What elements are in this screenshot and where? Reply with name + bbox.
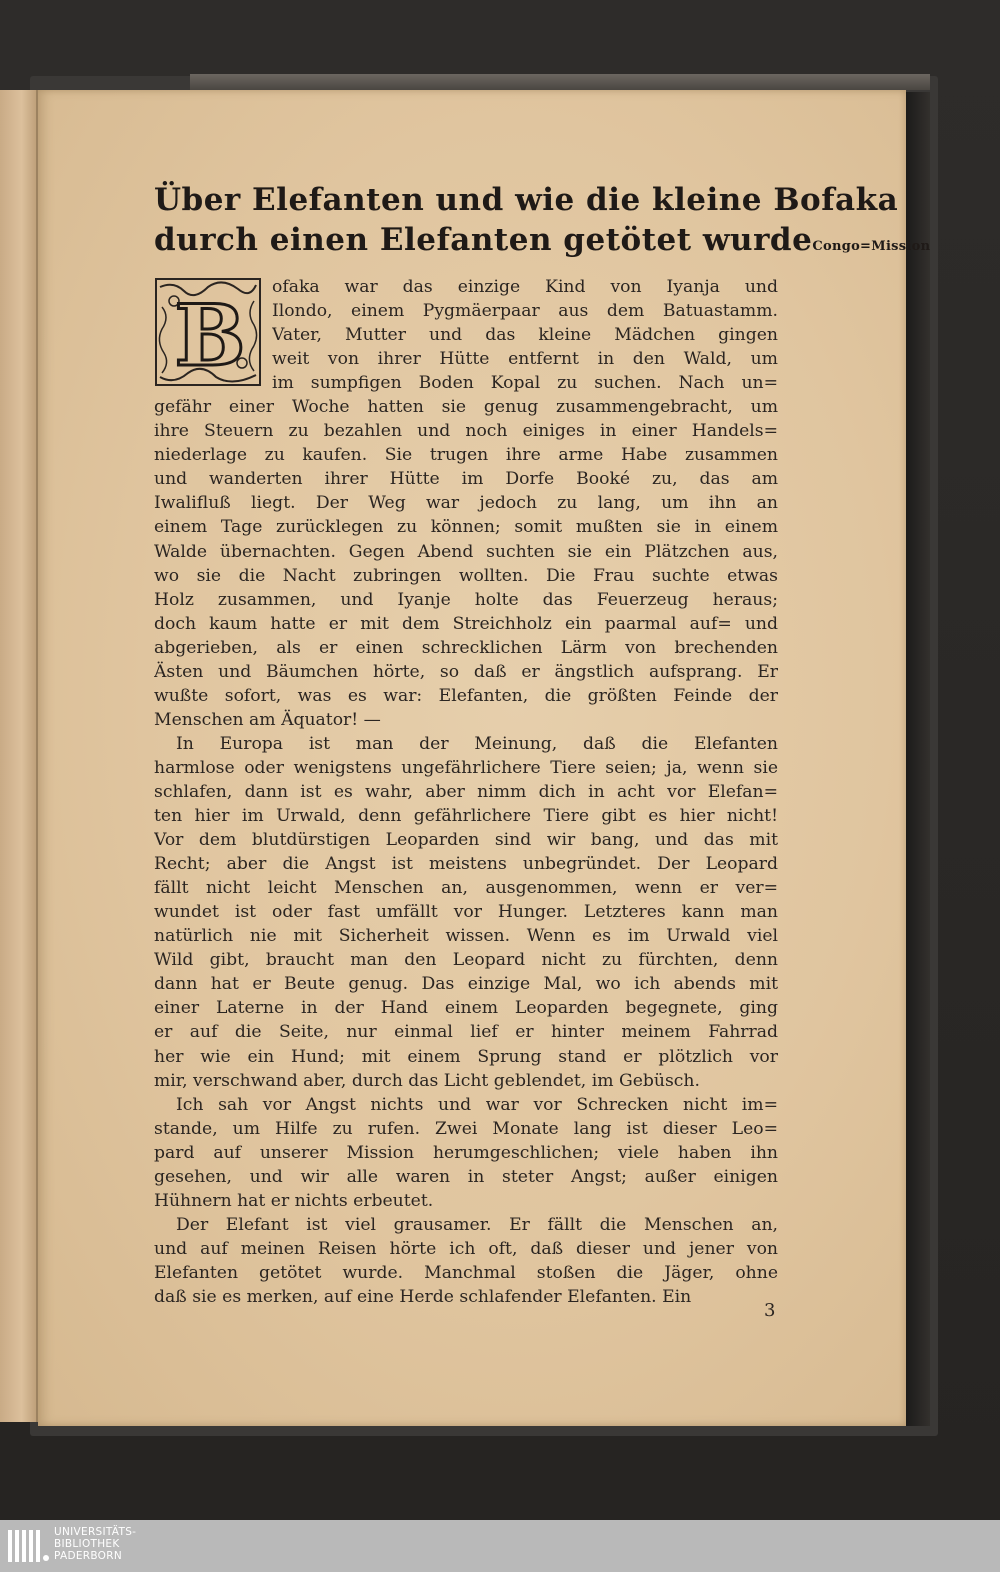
text-line: pard auf unserer Mission herumgeschlichen; viele haben ihn (154, 1142, 778, 1163)
drop-cap-letter: B (174, 286, 246, 385)
paragraph (154, 732, 778, 1093)
text-line: Ilondo, einem Pygmäerpaar aus dem Batuastamm. (272, 301, 778, 322)
text-line: Menschen am Äquator! — (154, 709, 381, 730)
text-line: wußte sofort, was es war: Elefanten, die größten Feinde der (154, 685, 778, 706)
text-line: gesehen, und wir alle waren in steter Angst; außer einigen (154, 1166, 778, 1187)
page-title-line-2 (154, 220, 931, 267)
paragraph (154, 1213, 778, 1309)
text-line: In Europa ist man der Meinung, daß die Elefanten (176, 733, 778, 754)
text-line: ofaka war das einzige Kind von Iyanja und (272, 277, 778, 297)
text-line: Vater, Mutter und das kleine Mädchen gingen (272, 325, 778, 346)
text-line: ihre Steuern zu bezahlen und noch einiges in einer Handels= (154, 421, 778, 442)
text-line: und auf meinen Reisen hörte ich oft, daß dieser und jener von (154, 1238, 778, 1259)
text-line: niederlage zu kaufen. Sie trugen ihre arme Habe zusammen (154, 445, 778, 466)
text-line: dann hat er Beute genug. Das einzige Mal, wo ich abends mit (154, 974, 778, 995)
text-line: gefähr einer Woche hatten sie genug zusammengebracht, um (154, 397, 778, 418)
text-line: er auf die Seite, nur einmal lief er hinter meinem Fahrrad (154, 1022, 778, 1043)
text-line: und wanderten ihrer Hütte im Dorfe Booké zu, das am (154, 469, 778, 490)
text-line: Walde übernachten. Gegen Abend suchten sie ein Plätzchen aus, (154, 541, 778, 562)
page-title-line-1: Über Elefanten und wie die kleine Bofaka (154, 182, 899, 218)
library-name-line-2: BIBLIOTHEK (54, 1538, 120, 1550)
text-line: Vor dem blutdürstigen Leoparden sind wir bang, und das mit (154, 830, 778, 851)
body-text (154, 275, 778, 1309)
text-line: Elefanten getötet wurde. Manchmal stoßen die Jäger, ohne (154, 1262, 778, 1283)
text-line: mir, verschwand aber, durch das Licht geblendet, im Gebüsch. (154, 1070, 700, 1091)
library-name-line-1: UNIVERSITÄTS- (54, 1526, 137, 1538)
page-content (154, 180, 931, 1309)
text-line: Der Elefant ist viel grausamer. Er fällt die Menschen an, (176, 1214, 778, 1235)
text-line: abgerieben, als er einen schrecklichen Lärm von brechenden (154, 637, 778, 658)
text-line: Holz zusammen, und Iyanje holte das Feuerzeug heraus; (154, 589, 778, 610)
library-name-line-3: PADERBORN (54, 1550, 122, 1562)
text-line: Wild gibt, braucht man den Leopard nicht zu fürchten, denn (154, 950, 778, 971)
page-right-shadow (906, 92, 930, 1426)
text-line: Ich sah vor Angst nichts und war vor Schrecken nicht im= (176, 1094, 778, 1115)
page-number: 3 (764, 1300, 776, 1321)
text-line: wo sie die Nacht zubringen wollten. Die Frau suchte etwas (154, 565, 778, 586)
text-line: Iwalifluß liegt. Der Weg war jedoch zu lang, um ihn an (154, 493, 778, 514)
text-line: natürlich nie mit Sicherheit wissen. Wenn es im Urwald viel (154, 926, 778, 947)
text-line: daß sie es merken, auf eine Herde schlafender Elefanten. Ein (154, 1286, 692, 1307)
text-line: einer Laterne in der Hand einem Leoparden begegnete, ging (154, 998, 778, 1019)
text-line: einem Tage zurücklegen zu können; somit mußten sie in einem (154, 517, 778, 538)
text-line: her wie ein Hund; mit einem Sprung stand er plötzlich vor (154, 1046, 778, 1067)
text-line: ten hier im Urwald, denn gefährlichere Tiere gibt es hier nicht! (154, 806, 778, 827)
text-line: Ästen und Bäumchen hörte, so daß er ängstlich aufsprang. Er (154, 661, 778, 682)
text-line: Recht; aber die Angst ist meistens unbegründet. Der Leopard (154, 854, 778, 875)
drop-cap-b-icon (154, 277, 262, 387)
text-line: Hühnern hat er nichts erbeutet. (154, 1190, 434, 1211)
library-name (54, 1526, 136, 1562)
text-line: im sumpfigen Boden Kopal zu suchen. Nach un= (272, 373, 778, 394)
text-line: fällt nicht leicht Menschen an, ausgenommen, wenn er ver= (154, 878, 778, 899)
page-title-source: Congo=Mission (812, 239, 931, 254)
library-footer-bar (0, 1520, 1000, 1572)
text-line: doch kaum hatte er mit dem Streichholz ein paarmal auf= und (154, 613, 778, 634)
page-title-line-2-text: durch einen Elefanten getötet wurde (154, 222, 813, 258)
library-logo-icon (6, 1528, 50, 1564)
text-line: harmlose oder wenigstens ungefährlichere Tiere seien; ja, wenn sie (154, 757, 778, 778)
text-line: weit von ihrer Hütte entfernt in den Wald, um (272, 349, 778, 370)
paragraph (154, 1093, 778, 1213)
paragraph-list (154, 275, 778, 1309)
text-line: stande, um Hilfe zu rufen. Zwei Monate lang ist dieser Leo= (154, 1118, 778, 1139)
previous-page-edge (0, 90, 38, 1422)
text-line: schlafen, dann ist es wahr, aber nimm dich in acht vor Elefan= (154, 781, 778, 802)
book-cover-top-strip (190, 74, 930, 90)
drop-cap-ornament (154, 277, 262, 387)
text-line: wundet ist oder fast umfällt vor Hunger. Letzteres kann man (154, 902, 778, 923)
